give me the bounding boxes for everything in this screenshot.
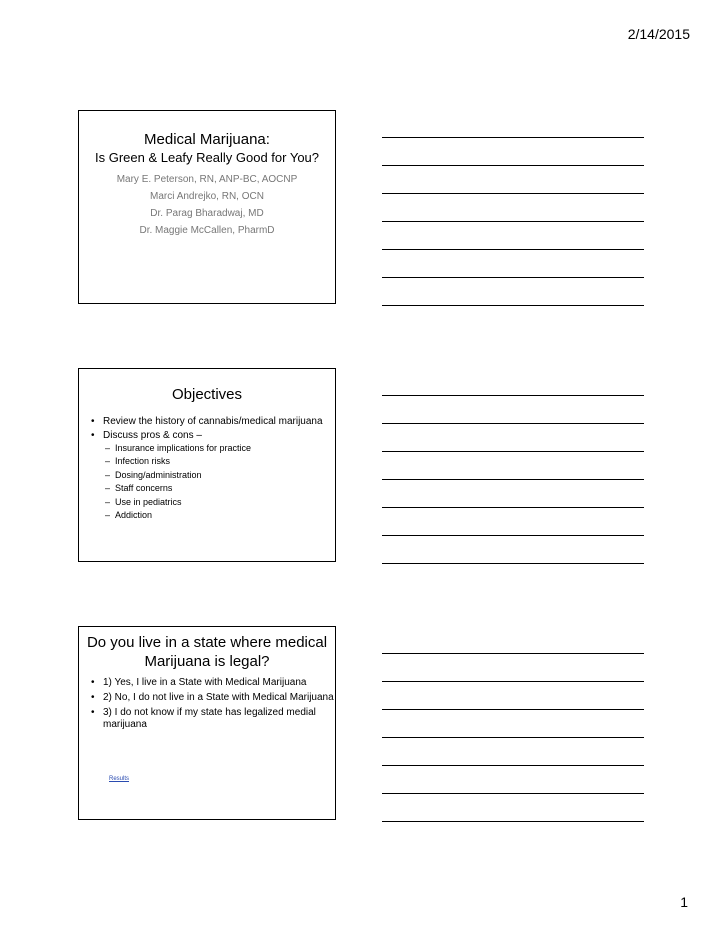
note-line xyxy=(382,221,644,222)
note-line xyxy=(382,563,644,564)
author-name: Marci Andrejko, RN, OCN xyxy=(150,191,264,202)
sub-list-item: – Use in pediatrics xyxy=(79,496,335,509)
note-line xyxy=(382,709,644,710)
note-line xyxy=(382,793,644,794)
sub-list-item: – Staff concerns xyxy=(79,482,335,495)
note-line xyxy=(382,305,644,306)
page-date: 2/14/2015 xyxy=(627,26,690,42)
note-line xyxy=(382,681,644,682)
note-line xyxy=(382,423,644,424)
sub-list-item: – Dosing/administration xyxy=(79,469,335,482)
slide-poll-heading-line2: Marijuana is legal? xyxy=(144,653,270,670)
sub-list-item: – Insurance implications for practice xyxy=(79,442,335,455)
slide-title xyxy=(78,110,336,304)
note-line xyxy=(382,193,644,194)
list-item-text: Discuss pros & cons – xyxy=(103,430,202,441)
poll-options-list xyxy=(79,677,335,731)
objectives-list xyxy=(79,416,335,522)
note-line xyxy=(382,479,644,480)
list-item xyxy=(79,430,335,522)
page-number: 1 xyxy=(680,894,688,910)
slide-title-subtitle: Is Green & Leafy Really Good for You? xyxy=(94,150,320,165)
slide-objectives-heading: Objectives xyxy=(171,386,243,403)
sub-list-item: – Infection risks xyxy=(79,455,335,468)
author-name: Dr. Maggie McCallen, PharmD xyxy=(139,225,275,236)
slide-title-heading: Medical Marijuana: xyxy=(144,131,270,148)
slide-objectives xyxy=(78,368,336,562)
author-name: Mary E. Peterson, RN, ANP-BC, AOCNP xyxy=(116,174,298,185)
author-name: Dr. Parag Bharadwaj, MD xyxy=(150,208,264,219)
note-line xyxy=(382,535,644,536)
note-line xyxy=(382,137,644,138)
note-line xyxy=(382,395,644,396)
note-line xyxy=(382,765,644,766)
note-line xyxy=(382,507,644,508)
note-line xyxy=(382,451,644,452)
sub-list-item: – Addiction xyxy=(79,509,335,522)
list-item: • Review the history of cannabis/medical marijuana xyxy=(79,416,335,428)
note-line xyxy=(382,821,644,822)
poll-option: • 3) I do not know if my state has legalized medial marijuana xyxy=(79,707,335,731)
note-line xyxy=(382,277,644,278)
poll-option: • 1) Yes, I live in a State with Medical Marijuana xyxy=(79,677,335,689)
note-line xyxy=(382,249,644,250)
note-line xyxy=(382,165,644,166)
results-link[interactable]: Results xyxy=(109,776,130,782)
poll-option: • 2) No, I do not live in a State with Medical Marijuana xyxy=(79,692,335,704)
slide-poll xyxy=(78,626,336,820)
note-line xyxy=(382,653,644,654)
objectives-sublist xyxy=(79,442,335,522)
note-line xyxy=(382,737,644,738)
slide-poll-heading-line1: Do you live in a state where medical xyxy=(86,634,328,651)
